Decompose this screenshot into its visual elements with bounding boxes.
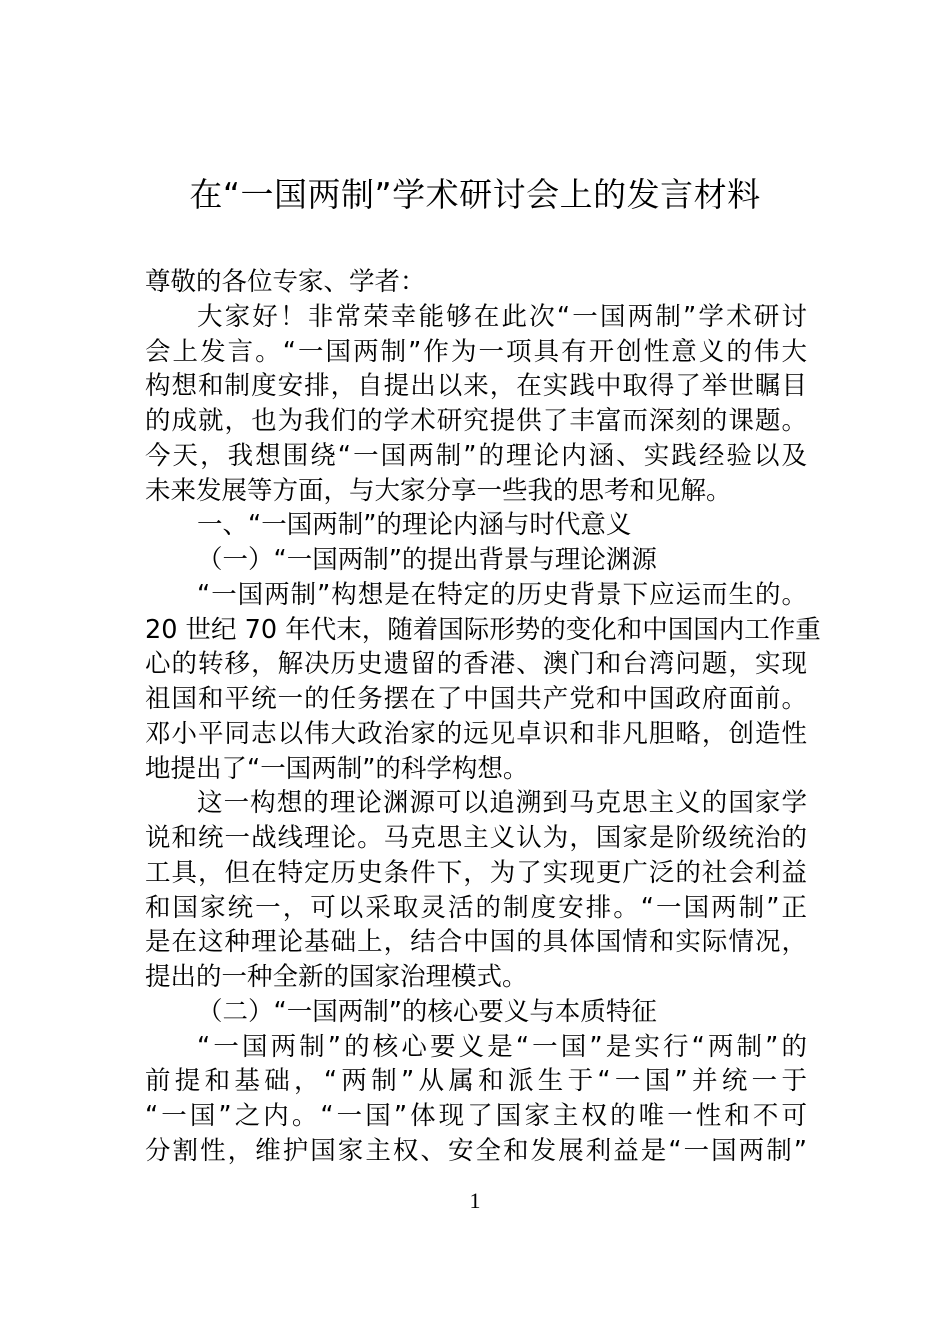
text-line: 邓小平同志以伟大政治家的远见卓识和非凡胆略，创造性 — [145, 718, 807, 749]
text-line: 提出的一种全新的国家治理模式。 — [145, 962, 528, 992]
text-line: 今天，我想围绕“一国两制”的理论内涵、实践经验以及 — [145, 440, 807, 471]
text-line: 说和统一战线理论。马克思主义认为，国家是阶级统治的 — [145, 823, 807, 853]
text-line: 祖国和平统一的任务摆在了中国共产党和中国政府面前。 — [145, 684, 807, 714]
text-line: 是在这种理论基础上，结合中国的具体国情和实际情况， — [145, 927, 807, 958]
document-body — [145, 265, 821, 1169]
document-title: 在“一国两制”学术研讨会上的发言材料 — [189, 175, 761, 214]
text-line: 会上发言。“一国两制”作为一项具有开创性意义的伟大 — [145, 336, 807, 367]
text-line: 地提出了“一国两制”的科学构想。 — [145, 753, 529, 784]
text-line: 构想和制度安排，自提出以来，在实践中取得了举世瞩目 — [145, 371, 807, 402]
text-line: （一）“一国两制”的提出背景与理论渊源 — [197, 545, 657, 575]
text-line: 的成就，也为我们的学术研究提供了丰富而深刻的课题。 — [145, 406, 807, 436]
text-line: 工具，但在特定历史条件下，为了实现更广泛的社会利益 — [145, 857, 807, 888]
text-line: 心的转移，解决历史遗留的香港、澳门和台湾问题，实现 — [145, 649, 807, 680]
text-line: 大家好！非常荣幸能够在此次“一国两制”学术研讨 — [197, 301, 807, 332]
text-line: 一、“一国两制”的理论内涵与时代意义 — [197, 510, 632, 541]
page-number: 1 — [469, 1188, 481, 1213]
text-line: “一国”之内。“一国”体现了国家主权的唯一性和不可 — [145, 1101, 807, 1131]
text-line: 和国家统一，可以采取灵活的制度安排。“一国两制”正 — [145, 892, 807, 923]
text-line: 这一构想的理论渊源可以追溯到马克思主义的国家学 — [197, 788, 807, 819]
text-line: 前提和基础，“两制”从属和派生于“一国”并统一于 — [145, 1066, 807, 1097]
text-line: （二）“一国两制”的核心要义与本质特征 — [197, 996, 657, 1027]
text-line: 未来发展等方面，与大家分享一些我的思考和见解。 — [145, 475, 732, 506]
text-line: “一国两制”的核心要义是“一国”是实行“两制”的 — [197, 1031, 807, 1062]
text-line: 尊敬的各位专家、学者： — [145, 267, 426, 297]
text-line: 20 世纪 70 年代末，随着国际形势的变化和中国国内工作重 — [145, 614, 821, 645]
text-line: “一国两制”构想是在特定的历史背景下应运而生的。 — [197, 579, 807, 610]
text-line: 分割性，维护国家主权、安全和发展利益是“一国两制” — [145, 1135, 807, 1166]
